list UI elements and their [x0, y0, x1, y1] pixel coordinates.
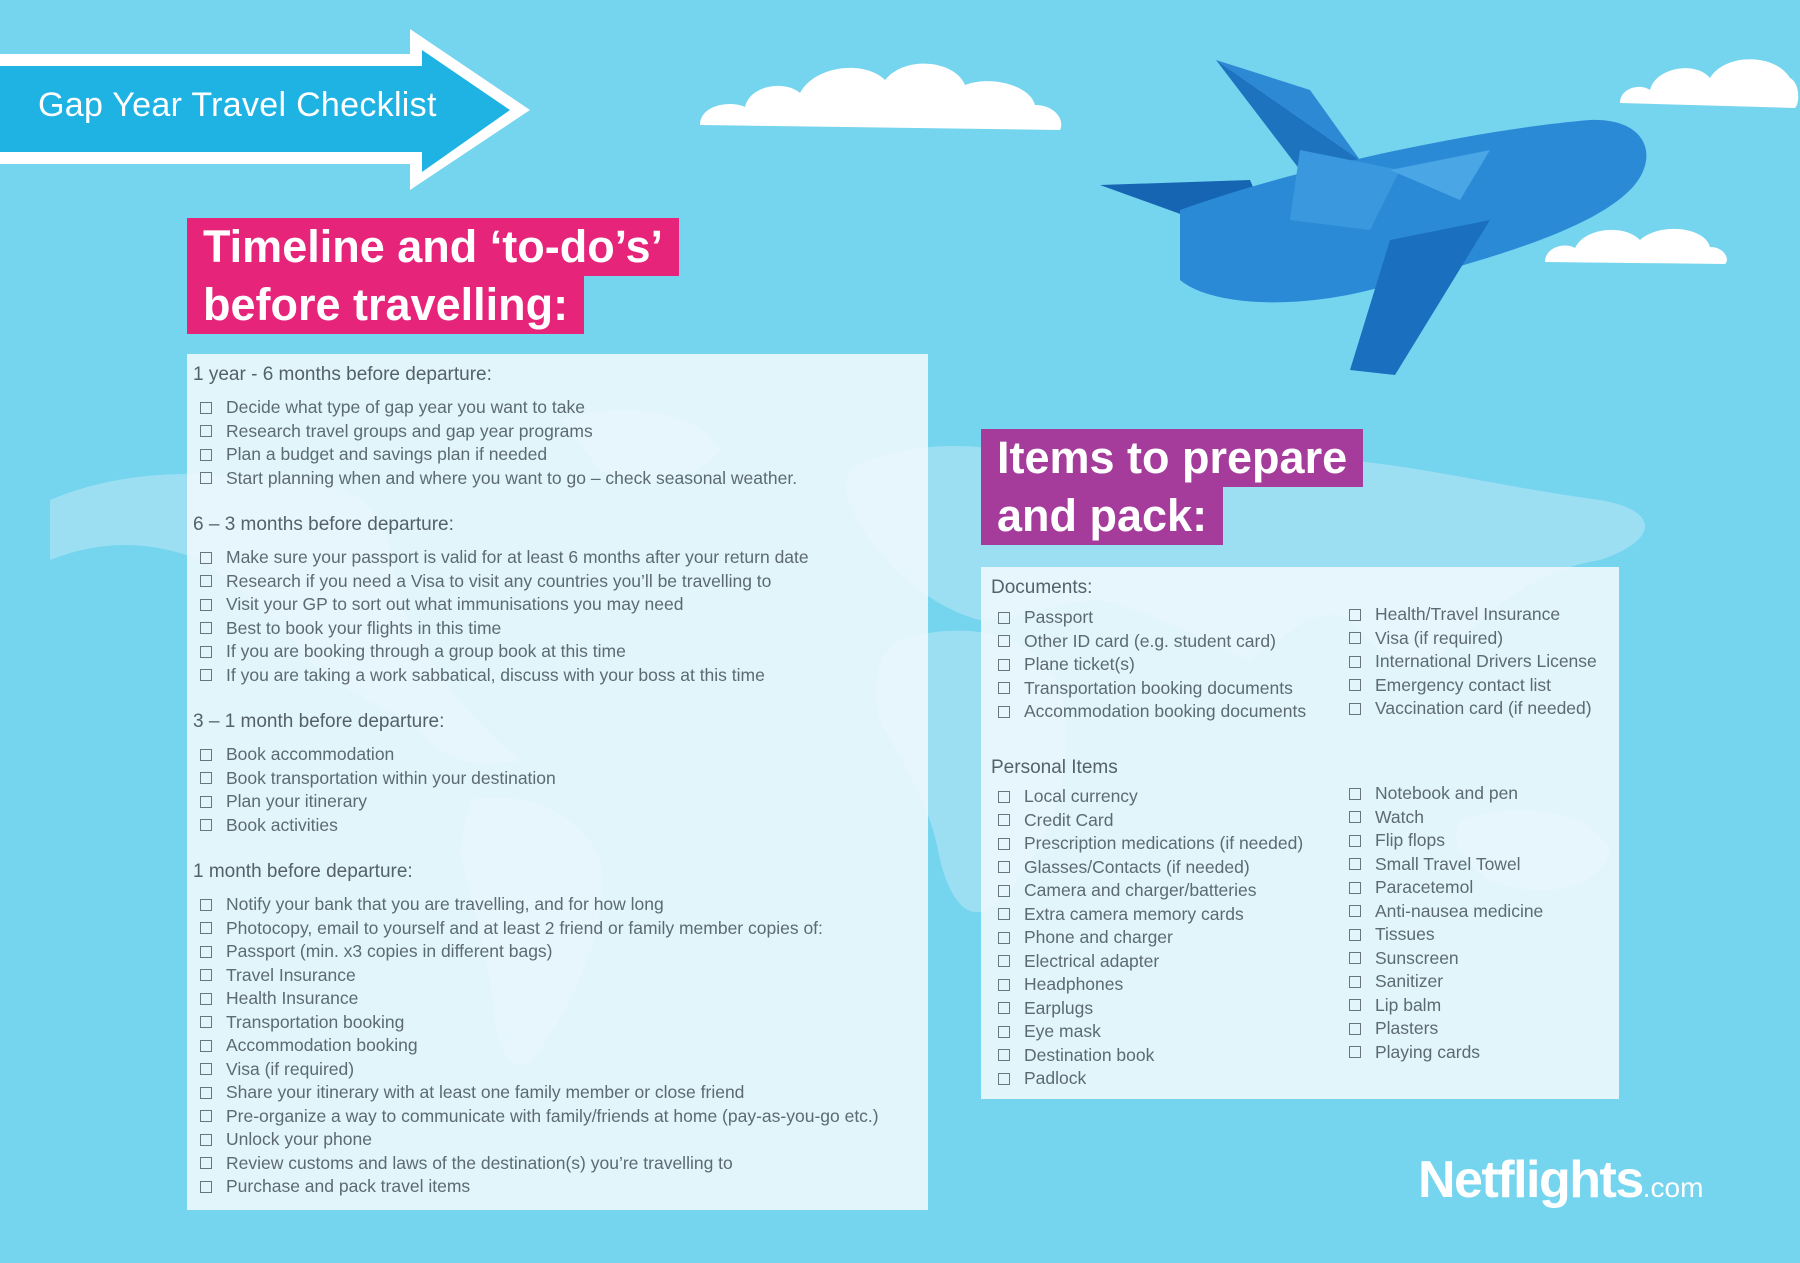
checklist-item[interactable]: Extra camera memory cards: [998, 903, 1303, 927]
checklist-item[interactable]: Review customs and laws of the destination(s) you’re travelling to: [200, 1152, 879, 1176]
checkbox[interactable]: [1349, 679, 1361, 691]
checklist-item[interactable]: Paracetemol: [1349, 876, 1543, 900]
checkbox[interactable]: [200, 749, 212, 761]
checklist-item[interactable]: Visa (if required): [1349, 627, 1597, 651]
items-heading: [981, 429, 1363, 545]
checklist-item[interactable]: Make sure your passport is valid for at least 6 months after your return date: [200, 546, 809, 570]
checkbox[interactable]: [200, 1110, 212, 1122]
checklist-item[interactable]: Start planning when and where you want to go – check seasonal weather.: [200, 467, 797, 491]
checkbox[interactable]: [200, 1134, 212, 1146]
checkbox[interactable]: [200, 425, 212, 437]
checklist-item[interactable]: Camera and charger/batteries: [998, 879, 1303, 903]
checkbox[interactable]: [1349, 929, 1361, 941]
checkbox[interactable]: [998, 908, 1010, 920]
section-title: 6 – 3 months before departure:: [193, 514, 454, 535]
checklist-item[interactable]: Flip flops: [1349, 829, 1543, 853]
checklist-item[interactable]: Glasses/Contacts (if needed): [998, 856, 1303, 880]
checklist-item[interactable]: Book accommodation: [200, 743, 556, 767]
checkbox[interactable]: [200, 575, 212, 587]
checkbox[interactable]: [200, 646, 212, 658]
checkbox[interactable]: [200, 599, 212, 611]
checklist-item[interactable]: Prescription medications (if needed): [998, 832, 1303, 856]
checklist: [998, 785, 1303, 1091]
checkbox[interactable]: [1349, 858, 1361, 870]
checklist-item[interactable]: Notify your bank that you are travelling, and for how long: [200, 893, 879, 917]
checkbox[interactable]: [200, 472, 212, 484]
items-heading-line1: Items to prepare: [981, 429, 1363, 487]
checklist-item[interactable]: Pre-organize a way to communicate with family/friends at home (pay-as-you-go etc.): [200, 1105, 879, 1129]
checklist-item[interactable]: Eye mask: [998, 1020, 1303, 1044]
timeline-heading: [187, 218, 679, 334]
items-heading-line2: and pack:: [981, 487, 1223, 545]
checklist-item[interactable]: Credit Card: [998, 809, 1303, 833]
checkbox[interactable]: [200, 552, 212, 564]
checklist-item[interactable]: Earplugs: [998, 997, 1303, 1021]
checklist-item[interactable]: Best to book your flights in this time: [200, 617, 809, 641]
checklist-item[interactable]: Tissues: [1349, 923, 1543, 947]
checkbox[interactable]: [998, 979, 1010, 991]
checkbox[interactable]: [1349, 835, 1361, 847]
checkbox[interactable]: [200, 969, 212, 981]
checkbox[interactable]: [1349, 1046, 1361, 1058]
checklist-item[interactable]: Transportation booking: [200, 1011, 879, 1035]
checkbox[interactable]: [998, 791, 1010, 803]
checklist-item[interactable]: Phone and charger: [998, 926, 1303, 950]
page-title: Gap Year Travel Checklist: [38, 86, 437, 124]
checkbox[interactable]: [200, 922, 212, 934]
checkbox[interactable]: [998, 955, 1010, 967]
checklist-item[interactable]: Local currency: [998, 785, 1303, 809]
checklist-item[interactable]: Photocopy, email to yourself and at least 2 friend or family member copies of:: [200, 917, 879, 941]
checkbox[interactable]: [1349, 788, 1361, 800]
cloud: [690, 45, 1070, 135]
checkbox[interactable]: [1349, 656, 1361, 668]
checklist-item[interactable]: Watch: [1349, 806, 1543, 830]
checklist: [998, 606, 1306, 724]
checkbox[interactable]: [1349, 905, 1361, 917]
checklist-item[interactable]: Health Insurance: [200, 987, 879, 1011]
checkbox[interactable]: [998, 1026, 1010, 1038]
checkbox[interactable]: [1349, 1023, 1361, 1035]
checkbox[interactable]: [1349, 976, 1361, 988]
checklist-item[interactable]: Emergency contact list: [1349, 674, 1597, 698]
checkbox[interactable]: [1349, 952, 1361, 964]
checkbox[interactable]: [200, 796, 212, 808]
checklist-item[interactable]: Plan a budget and savings plan if needed: [200, 443, 797, 467]
section-title: 1 year - 6 months before departure:: [193, 364, 492, 385]
checklist-item[interactable]: Anti-nausea medicine: [1349, 900, 1543, 924]
checklist-item[interactable]: Research travel groups and gap year programs: [200, 420, 797, 444]
checklist-item[interactable]: Notebook and pen: [1349, 782, 1543, 806]
checkbox[interactable]: [200, 1016, 212, 1028]
items-panel: [981, 567, 1619, 1099]
checklist-item[interactable]: Sanitizer: [1349, 970, 1543, 994]
checkbox[interactable]: [200, 1157, 212, 1169]
checkbox[interactable]: [998, 814, 1010, 826]
section-title: Documents:: [991, 577, 1093, 598]
checkbox[interactable]: [998, 635, 1010, 647]
checkbox[interactable]: [200, 993, 212, 1005]
checkbox[interactable]: [998, 1049, 1010, 1061]
checkbox[interactable]: [200, 1181, 212, 1193]
checklist-item[interactable]: Travel Insurance: [200, 964, 879, 988]
checklist-item[interactable]: Transportation booking documents: [998, 677, 1306, 701]
checkbox[interactable]: [998, 682, 1010, 694]
checklist-item[interactable]: Health/Travel Insurance: [1349, 603, 1597, 627]
checkbox[interactable]: [998, 1073, 1010, 1085]
checklist-item[interactable]: Passport: [998, 606, 1306, 630]
checkbox[interactable]: [998, 861, 1010, 873]
checkbox[interactable]: [998, 612, 1010, 624]
checkbox[interactable]: [200, 819, 212, 831]
checklist-item[interactable]: Purchase and pack travel items: [200, 1175, 879, 1199]
checklist-item[interactable]: Padlock: [998, 1067, 1303, 1091]
checkbox[interactable]: [200, 402, 212, 414]
checklist-item[interactable]: Plane ticket(s): [998, 653, 1306, 677]
checkbox[interactable]: [998, 1002, 1010, 1014]
checklist: [1349, 782, 1543, 1064]
checklist-item[interactable]: Research if you need a Visa to visit any countries you’ll be travelling to: [200, 570, 809, 594]
checkbox[interactable]: [200, 946, 212, 958]
checkbox[interactable]: [998, 706, 1010, 718]
checklist: [200, 893, 879, 1199]
checkbox[interactable]: [1349, 703, 1361, 715]
checklist-item[interactable]: Sunscreen: [1349, 947, 1543, 971]
checklist: [200, 396, 797, 490]
airplane-illustration: [1090, 60, 1670, 380]
checkbox[interactable]: [998, 932, 1010, 944]
checkbox[interactable]: [200, 669, 212, 681]
checklist-item[interactable]: Accommodation booking documents: [998, 700, 1306, 724]
checklist-item[interactable]: Book activities: [200, 814, 556, 838]
logo-name: Netflights: [1418, 1151, 1643, 1209]
checkbox[interactable]: [998, 838, 1010, 850]
checklist: [200, 743, 556, 837]
checklist: [200, 546, 809, 687]
checklist-item[interactable]: Visa (if required): [200, 1058, 879, 1082]
checkbox[interactable]: [200, 1087, 212, 1099]
checklist-item[interactable]: If you are booking through a group book at this time: [200, 640, 809, 664]
section-title: 3 – 1 month before departure:: [193, 711, 445, 732]
checkbox[interactable]: [200, 622, 212, 634]
checklist-item[interactable]: If you are taking a work sabbatical, discuss with your boss at this time: [200, 664, 809, 688]
checkbox[interactable]: [200, 1040, 212, 1052]
checklist-item[interactable]: Accommodation booking: [200, 1034, 879, 1058]
checkbox[interactable]: [998, 885, 1010, 897]
checkbox[interactable]: [1349, 999, 1361, 1011]
checkbox[interactable]: [1349, 609, 1361, 621]
checklist-item[interactable]: Decide what type of gap year you want to take: [200, 396, 797, 420]
checklist-item[interactable]: Share your itinerary with at least one family member or close friend: [200, 1081, 879, 1105]
checklist-item[interactable]: Headphones: [998, 973, 1303, 997]
checkbox[interactable]: [1349, 811, 1361, 823]
netflights-logo[interactable]: [1418, 1150, 1703, 1210]
checklist-item[interactable]: Electrical adapter: [998, 950, 1303, 974]
section-title: Personal Items: [991, 757, 1118, 778]
checklist-item[interactable]: Small Travel Towel: [1349, 853, 1543, 877]
timeline-heading-line1: Timeline and ‘to-do’s’: [187, 218, 679, 276]
checklist-item[interactable]: Plan your itinerary: [200, 790, 556, 814]
checkbox[interactable]: [200, 772, 212, 784]
checklist: [1349, 603, 1597, 721]
timeline-heading-line2: before travelling:: [187, 276, 584, 334]
checkbox[interactable]: [200, 449, 212, 461]
checkbox[interactable]: [200, 899, 212, 911]
checklist-item[interactable]: Playing cards: [1349, 1041, 1543, 1065]
section-title: 1 month before departure:: [193, 861, 413, 882]
checkbox[interactable]: [1349, 882, 1361, 894]
checklist-item[interactable]: International Drivers License: [1349, 650, 1597, 674]
checkbox[interactable]: [998, 659, 1010, 671]
checklist-item[interactable]: Other ID card (e.g. student card): [998, 630, 1306, 654]
checklist-item[interactable]: Unlock your phone: [200, 1128, 879, 1152]
checklist-item[interactable]: Destination book: [998, 1044, 1303, 1068]
logo-suffix: .com: [1642, 1172, 1704, 1203]
checklist-item[interactable]: Plasters: [1349, 1017, 1543, 1041]
checklist-item[interactable]: Passport (min. x3 copies in different bags): [200, 940, 879, 964]
checklist-item[interactable]: Lip balm: [1349, 994, 1543, 1018]
checkbox[interactable]: [1349, 632, 1361, 644]
checklist-item[interactable]: Visit your GP to sort out what immunisations you may need: [200, 593, 809, 617]
checkbox[interactable]: [200, 1063, 212, 1075]
checklist-item[interactable]: Book transportation within your destination: [200, 767, 556, 791]
checklist-item[interactable]: Vaccination card (if needed): [1349, 697, 1597, 721]
timeline-panel: [187, 354, 928, 1210]
